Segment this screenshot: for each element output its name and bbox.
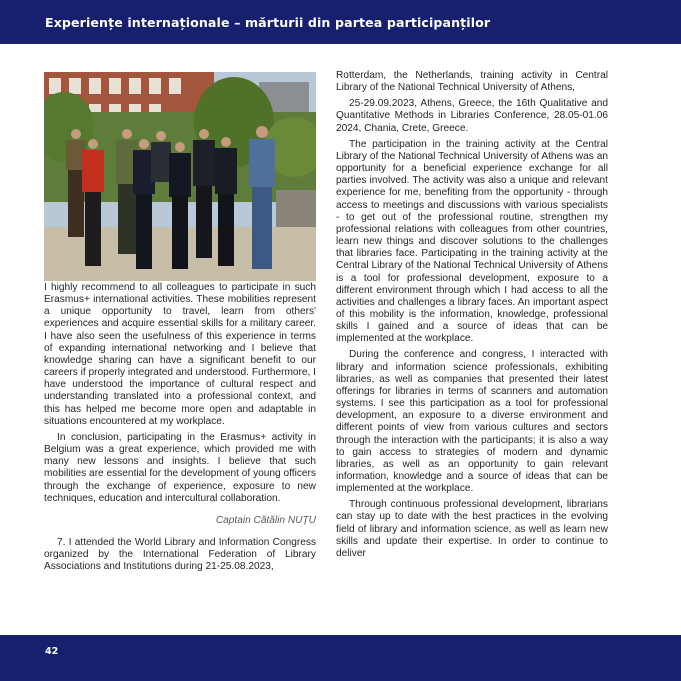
signature: Captain Cătălin NUȚU	[215, 514, 316, 526]
paragraph: 25-29.09.2023, Athens, Greece, the 16th Qualitative and Quantitative Methods in Libraries Conference, 28.05-01.06 2024, Chania, Crete, Greece.	[336, 98, 608, 134]
right-text-column	[336, 70, 608, 564]
paragraph: Rotterdam, the Netherlands, training activity in Central Library of the National Technical University of Athens,	[336, 70, 608, 94]
paragraph: The participation in the training activity at the Central Library of the National Technical University of Athens was an opportunity for a beneficial experience exchange for all parties involved. The activity was also a unique and relevant experience for me, benefiting from the opportunity - through access to meetings and discussions with various specialists - to get out of the professional routine, strengthen my professional relations with colleagues from other countries, learn new things and discover solutions to the challenges that libraries face. Participating in the training activity at the Central Library of the National Technical University of Athens is a tool for professional development, exposure to a different environment through which I had access to all the activities and challenges a library faces. An important aspect of this mobility is the information, knowledge, professional skills I gained and a source of ideas that can be implemented at the workplace.	[336, 138, 608, 345]
paragraph: Through continuous professional development, librarians can stay up to date with the best practices in the evolving field of library and information science, as well as learn new skills and update their expertise. In order to continue to deliver	[336, 499, 608, 559]
footer-band	[0, 635, 681, 681]
page-header-title: Experiențe internaționale – mărturii din partea participanților	[45, 15, 491, 30]
paragraph: During the conference and congress, I interacted with library and information science professionals, exhibiting libraries, as well as companies that presented their latest offerings for libraries in terms of scanners and automation systems. I see this participation as a tool for professional development, an exposure to a diverse environment and different points of view from various cultures and sectors through the interaction with the participants; it is also a way to gain access to strategies of modern and dynamic libraries, as well as an opportunity to gain relevant information, knowledge and a source of ideas that can be implemented at the workplace.	[336, 349, 608, 495]
paragraph: 7. I attended the World Library and Information Congress organized by the International Federation of Library Associations and Institutions during 21-25.08.2023,	[44, 536, 316, 573]
group-photo	[44, 72, 316, 281]
left-text-column	[44, 282, 316, 577]
page-number: 42	[45, 646, 59, 657]
paragraph: I highly recommend to all colleagues to participate in such Erasmus+ international activities. These mobilities represent a unique opportunity to travel, learn from others' experiences and acquire essential skills for a military career. I have also seen the usefulness of this experience in terms of expanding international networking and I believe that knowledge sharing can have a significant benefit to our careers if properly integrated and understood. Furthermore, I have understood the importance of cultural respect and understanding translated into a professional context, and this has helped me become more open and adaptable in situations encountered at my workplace.	[44, 282, 316, 427]
paragraph: In conclusion, participating in the Erasmus+ activity in Belgium was a great experience, which provided me with many new lessons and insights. I believe that such mobilities are essential for the development of young officers through the exchange of experience, exposure to new techniques, education and intercultural collaboration.	[44, 431, 316, 504]
